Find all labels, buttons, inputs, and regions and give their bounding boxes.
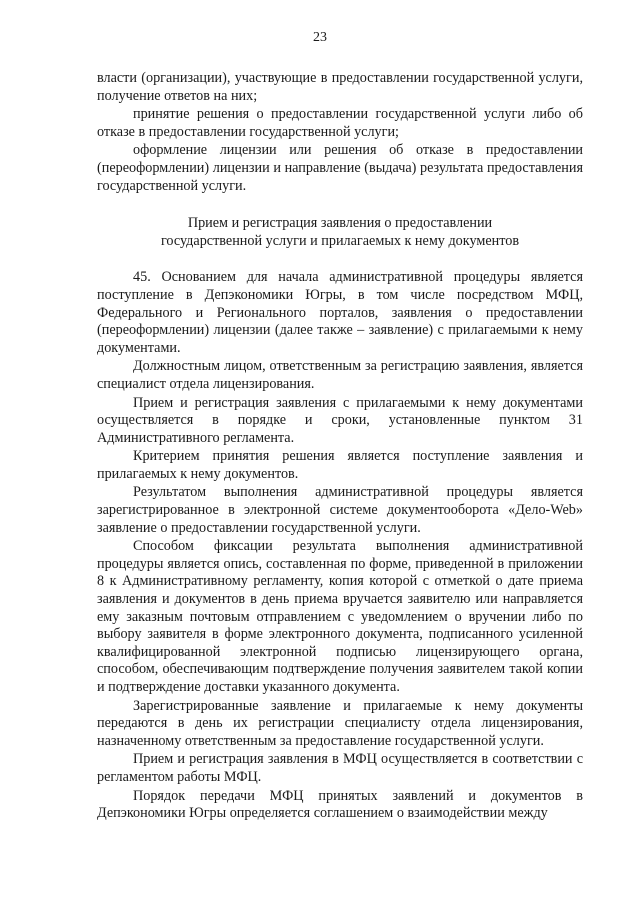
paragraph: Зарегистрированные заявление и прилагаемые к нему документы передаются в день их регистрации специалисту отдела лицензирования, назначенному ответственным за предоставление государственной услуги. [97, 697, 583, 749]
page-number: 23 [313, 30, 327, 45]
paragraph: Способом фиксации результата выполнения административной процедуры является опись, составленная по форме, приведенной в приложении 8 к Административному регламенту, копия которой с отметкой о дате приема заявления и документов в день приема вручается заявителю или направляется ему заказным почтовым отправлением с уведомлением о вручении либо по выбору заявителя в форме электронного документа, подписанного усиленной квалифицированной электронной подписью лицензирующего органа, способом, обеспечивающим подтверждение получения заявителем такой копии и подтверждение доставки указанного документа. [97, 538, 583, 695]
paragraph: Прием и регистрация заявления с прилагаемыми к нему документами осуществляется в порядке и сроки, установленные пунктом 31 Административного регламента. [97, 394, 583, 446]
paragraph: Должностным лицом, ответственным за регистрацию заявления, является специалист отдела лицензирования. [97, 358, 583, 392]
paragraph: власти (организации), участвующие в предоставлении государственной услуги, получение ответов на них; [97, 70, 583, 104]
paragraph: оформление лицензии или решения об отказе в предоставлении (переоформлении) лицензии и направление (выдача) результата предоставления государственной услуги. [97, 142, 583, 194]
paragraph: принятие решения о предоставлении государственной услуги либо об отказе в предоставлении государственной услуги; [97, 106, 583, 140]
paragraph: 45. Основанием для начала административной процедуры является поступление в Депэкономики Югры, в том числе посредством МФЦ, Федерального и Регионального порталов, заявления о предоставлении (переоформлении) лицензии (далее также – заявление) с прилагаемыми к нему документами. [97, 269, 583, 356]
paragraph: Порядок передачи МФЦ принятых заявлений и документов в Депэкономики Югры определяется соглашением о взаимодействии между [97, 787, 583, 822]
paragraph: Прием и регистрация заявления в МФЦ осуществляется в соответствии с регламентом работы МФЦ. [97, 751, 583, 785]
section-title [97, 215, 583, 250]
paragraph: Результатом выполнения административной процедуры является зарегистрированное в электронной системе документооборота «Дело-Web» заявление о предоставлении государственной услуги. [97, 484, 583, 536]
section-title-line: государственной услуги и прилагаемых к нему документов [160, 232, 520, 249]
paragraph: Критерием принятия решения является поступление заявления и прилагаемых к нему документов. [97, 448, 583, 482]
section-title-line: Прием и регистрация заявления о предоставлении [187, 215, 493, 232]
document-body [97, 70, 583, 823]
